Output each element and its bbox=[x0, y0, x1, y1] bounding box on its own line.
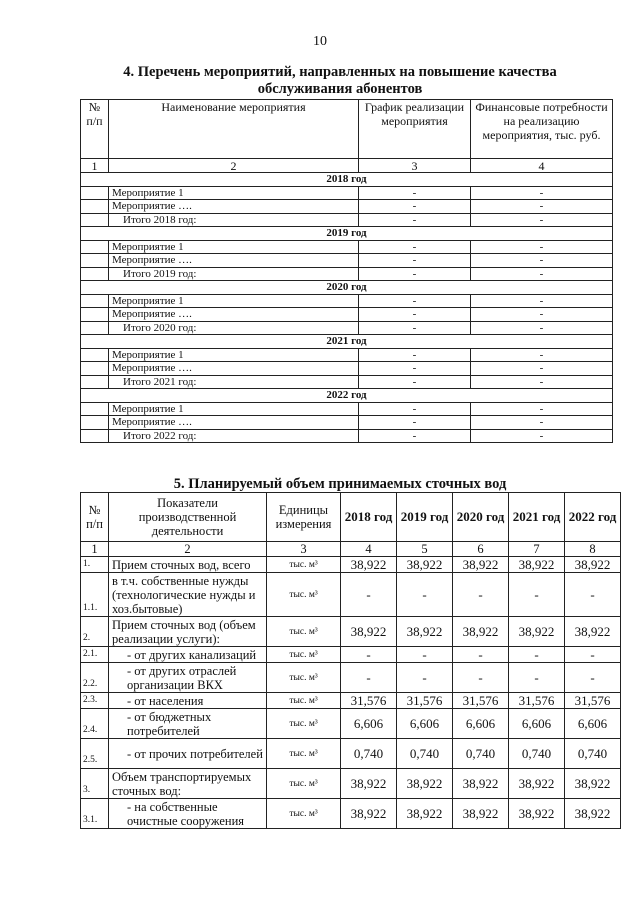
empty-cell bbox=[81, 308, 109, 322]
finance-value: - bbox=[471, 186, 613, 200]
year-value: 38,922 bbox=[565, 799, 621, 829]
column-number: 7 bbox=[509, 542, 565, 557]
row-number: 1.1. bbox=[81, 573, 109, 617]
year-value: 38,922 bbox=[397, 617, 453, 647]
year-value: - bbox=[453, 663, 509, 693]
finance-value: - bbox=[471, 254, 613, 268]
schedule-value: - bbox=[359, 240, 471, 254]
finance-value: - bbox=[471, 240, 613, 254]
year-value: 6,606 bbox=[397, 709, 453, 739]
section-4-title: 4. Перечень мероприятий, направленных на повышение качества обслуживания абонентов bbox=[123, 64, 557, 97]
finance-value: - bbox=[471, 321, 613, 335]
unit: тыс. м³ bbox=[267, 663, 341, 693]
table-row bbox=[81, 663, 621, 693]
column-number-row bbox=[81, 542, 621, 557]
unit: тыс. м³ bbox=[267, 617, 341, 647]
table-row bbox=[81, 321, 613, 335]
year-value: 31,576 bbox=[397, 693, 453, 709]
year-value: - bbox=[509, 647, 565, 663]
table-row bbox=[81, 617, 621, 647]
year-value: 31,576 bbox=[509, 693, 565, 709]
year-value: - bbox=[453, 647, 509, 663]
empty-cell bbox=[81, 267, 109, 281]
year-value: 38,922 bbox=[397, 799, 453, 829]
wastewater-volume-table bbox=[80, 492, 621, 829]
year-value: 38,922 bbox=[341, 769, 397, 799]
year-value: 38,922 bbox=[453, 799, 509, 829]
empty-cell bbox=[81, 294, 109, 308]
header-cell: Единицы измерения bbox=[267, 493, 341, 542]
empty-cell bbox=[81, 240, 109, 254]
table-row bbox=[81, 573, 621, 617]
column-number: 1 bbox=[81, 159, 109, 173]
empty-cell bbox=[81, 402, 109, 416]
year-value: 6,606 bbox=[565, 709, 621, 739]
year-value: 31,576 bbox=[565, 693, 621, 709]
header-cell: 2021 год bbox=[509, 493, 565, 542]
schedule-value: - bbox=[359, 294, 471, 308]
indicator-name: Прием сточных вод, всего bbox=[109, 557, 267, 573]
year-value: - bbox=[397, 663, 453, 693]
header-cell: График реализации мероприятия bbox=[359, 100, 471, 159]
table-row bbox=[81, 362, 613, 376]
measure-name: Итого 2019 год: bbox=[109, 267, 359, 281]
table-row bbox=[81, 416, 613, 430]
year-value: 38,922 bbox=[509, 557, 565, 573]
table-row bbox=[81, 402, 613, 416]
column-number: 8 bbox=[565, 542, 621, 557]
measure-name: Итого 2022 год: bbox=[109, 429, 359, 443]
year-row bbox=[81, 281, 613, 295]
schedule-value: - bbox=[359, 213, 471, 227]
year-label: 2021 год bbox=[81, 335, 613, 349]
page-number: 10 bbox=[313, 34, 327, 49]
row-number: 2.3. bbox=[81, 693, 109, 709]
year-value: 0,740 bbox=[397, 739, 453, 769]
schedule-value: - bbox=[359, 321, 471, 335]
measure-name: Мероприятие …. bbox=[109, 254, 359, 268]
year-label: 2018 год bbox=[81, 173, 613, 187]
header-cell: 2020 год bbox=[453, 493, 509, 542]
row-number: 2. bbox=[81, 617, 109, 647]
year-value: 38,922 bbox=[397, 769, 453, 799]
year-value: 38,922 bbox=[341, 617, 397, 647]
indicator-name: в т.ч. собственные нужды (технологические нужды и хоз.бытовые) bbox=[109, 573, 267, 617]
year-value: - bbox=[565, 573, 621, 617]
table-row bbox=[81, 294, 613, 308]
header-cell: 2019 год bbox=[397, 493, 453, 542]
year-value: - bbox=[453, 573, 509, 617]
header-cell: 2018 год bbox=[341, 493, 397, 542]
year-row bbox=[81, 335, 613, 349]
table-row bbox=[81, 267, 613, 281]
empty-cell bbox=[81, 416, 109, 430]
row-number: 2.1. bbox=[81, 647, 109, 663]
measure-name: Итого 2020 год: bbox=[109, 321, 359, 335]
finance-value: - bbox=[471, 308, 613, 322]
finance-value: - bbox=[471, 429, 613, 443]
column-number: 4 bbox=[471, 159, 613, 173]
row-number: 1. bbox=[81, 557, 109, 573]
header-cell: № п/п bbox=[81, 100, 109, 159]
year-value: 38,922 bbox=[453, 557, 509, 573]
unit: тыс. м³ bbox=[267, 769, 341, 799]
year-value: 6,606 bbox=[453, 709, 509, 739]
year-value: - bbox=[341, 573, 397, 617]
table-row bbox=[81, 213, 613, 227]
column-number: 3 bbox=[359, 159, 471, 173]
table-header-row bbox=[81, 100, 613, 159]
year-value: 6,606 bbox=[509, 709, 565, 739]
year-value: - bbox=[397, 573, 453, 617]
table-row bbox=[81, 693, 621, 709]
year-value: 0,740 bbox=[509, 739, 565, 769]
empty-cell bbox=[81, 375, 109, 389]
header-cell: № п/п bbox=[81, 493, 109, 542]
table-row bbox=[81, 308, 613, 322]
year-value: 38,922 bbox=[565, 769, 621, 799]
header-cell: Наименование мероприятия bbox=[109, 100, 359, 159]
schedule-value: - bbox=[359, 416, 471, 430]
table-row bbox=[81, 769, 621, 799]
indicator-name: - от других канализаций bbox=[109, 647, 267, 663]
table-row bbox=[81, 348, 613, 362]
year-value: - bbox=[509, 573, 565, 617]
indicator-name: Прием сточных вод (объем реализации услуги): bbox=[109, 617, 267, 647]
table-row bbox=[81, 240, 613, 254]
header-cell: Показатели производственной деятельности bbox=[109, 493, 267, 542]
year-row bbox=[81, 173, 613, 187]
schedule-value: - bbox=[359, 348, 471, 362]
year-label: 2020 год bbox=[81, 281, 613, 295]
year-value: 38,922 bbox=[509, 769, 565, 799]
indicator-name: - от прочих потребителей bbox=[109, 739, 267, 769]
schedule-value: - bbox=[359, 362, 471, 376]
schedule-value: - bbox=[359, 375, 471, 389]
header-cell: Финансовые потребности на реализацию мероприятия, тыс. руб. bbox=[471, 100, 613, 159]
unit: тыс. м³ bbox=[267, 647, 341, 663]
table-row bbox=[81, 739, 621, 769]
year-value: 31,576 bbox=[453, 693, 509, 709]
measure-name: Мероприятие …. bbox=[109, 362, 359, 376]
empty-cell bbox=[81, 321, 109, 335]
table-row bbox=[81, 200, 613, 214]
row-number: 2.5. bbox=[81, 739, 109, 769]
column-number: 6 bbox=[453, 542, 509, 557]
measure-name: Мероприятие 1 bbox=[109, 348, 359, 362]
unit: тыс. м³ bbox=[267, 799, 341, 829]
column-number: 2 bbox=[109, 542, 267, 557]
year-value: - bbox=[565, 647, 621, 663]
year-value: - bbox=[397, 647, 453, 663]
empty-cell bbox=[81, 186, 109, 200]
schedule-value: - bbox=[359, 254, 471, 268]
finance-value: - bbox=[471, 267, 613, 281]
table-row bbox=[81, 254, 613, 268]
year-value: 6,606 bbox=[341, 709, 397, 739]
measure-name: Мероприятие …. bbox=[109, 200, 359, 214]
schedule-value: - bbox=[359, 200, 471, 214]
column-number: 1 bbox=[81, 542, 109, 557]
schedule-value: - bbox=[359, 429, 471, 443]
year-value: 38,922 bbox=[341, 799, 397, 829]
year-value: - bbox=[341, 663, 397, 693]
column-number: 4 bbox=[341, 542, 397, 557]
indicator-name: - от других отраслей организации ВКХ bbox=[109, 663, 267, 693]
empty-cell bbox=[81, 254, 109, 268]
unit: тыс. м³ bbox=[267, 557, 341, 573]
table-row bbox=[81, 647, 621, 663]
empty-cell bbox=[81, 213, 109, 227]
year-row bbox=[81, 389, 613, 403]
empty-cell bbox=[81, 348, 109, 362]
section-5-title: 5. Планируемый объем принимаемых сточных вод bbox=[173, 476, 507, 492]
year-value: 31,576 bbox=[341, 693, 397, 709]
table-row bbox=[81, 799, 621, 829]
column-number: 2 bbox=[109, 159, 359, 173]
column-number-row bbox=[81, 159, 613, 173]
measure-name: Итого 2021 год: bbox=[109, 375, 359, 389]
indicator-name: - от бюджетных потребителей bbox=[109, 709, 267, 739]
header-cell: 2022 год bbox=[565, 493, 621, 542]
empty-cell bbox=[81, 200, 109, 214]
measure-name: Мероприятие 1 bbox=[109, 402, 359, 416]
year-label: 2019 год bbox=[81, 227, 613, 241]
table-row bbox=[81, 557, 621, 573]
unit: тыс. м³ bbox=[267, 739, 341, 769]
year-value: 38,922 bbox=[397, 557, 453, 573]
measure-name: Мероприятие 1 bbox=[109, 186, 359, 200]
year-value: 38,922 bbox=[509, 799, 565, 829]
schedule-value: - bbox=[359, 186, 471, 200]
row-number: 3. bbox=[81, 769, 109, 799]
row-number: 2.4. bbox=[81, 709, 109, 739]
measure-name: Мероприятие …. bbox=[109, 308, 359, 322]
year-value: 38,922 bbox=[453, 617, 509, 647]
finance-value: - bbox=[471, 348, 613, 362]
unit: тыс. м³ bbox=[267, 573, 341, 617]
finance-value: - bbox=[471, 402, 613, 416]
unit: тыс. м³ bbox=[267, 693, 341, 709]
indicator-name: Объем транспортируемых сточных вод: bbox=[109, 769, 267, 799]
table-row bbox=[81, 375, 613, 389]
indicator-name: - от населения bbox=[109, 693, 267, 709]
year-value: 0,740 bbox=[341, 739, 397, 769]
finance-value: - bbox=[471, 375, 613, 389]
year-value: 0,740 bbox=[565, 739, 621, 769]
measure-name: Мероприятие 1 bbox=[109, 240, 359, 254]
finance-value: - bbox=[471, 200, 613, 214]
year-label: 2022 год bbox=[81, 389, 613, 403]
finance-value: - bbox=[471, 416, 613, 430]
table-row bbox=[81, 429, 613, 443]
empty-cell bbox=[81, 362, 109, 376]
measure-name: Мероприятие …. bbox=[109, 416, 359, 430]
empty-cell bbox=[81, 429, 109, 443]
unit: тыс. м³ bbox=[267, 709, 341, 739]
year-value: - bbox=[509, 663, 565, 693]
year-value: - bbox=[341, 647, 397, 663]
column-number: 5 bbox=[397, 542, 453, 557]
year-value: 38,922 bbox=[565, 617, 621, 647]
schedule-value: - bbox=[359, 402, 471, 416]
year-value: 38,922 bbox=[453, 769, 509, 799]
indicator-name: - на собственные очистные сооружения bbox=[109, 799, 267, 829]
table-row bbox=[81, 186, 613, 200]
row-number: 3.1. bbox=[81, 799, 109, 829]
row-number: 2.2. bbox=[81, 663, 109, 693]
table-header-row bbox=[81, 493, 621, 542]
finance-value: - bbox=[471, 294, 613, 308]
table-row bbox=[81, 709, 621, 739]
column-number: 3 bbox=[267, 542, 341, 557]
schedule-value: - bbox=[359, 267, 471, 281]
measure-name: Мероприятие 1 bbox=[109, 294, 359, 308]
finance-value: - bbox=[471, 213, 613, 227]
finance-value: - bbox=[471, 362, 613, 376]
year-row bbox=[81, 227, 613, 241]
year-value: 38,922 bbox=[509, 617, 565, 647]
measures-table bbox=[80, 99, 613, 443]
schedule-value: - bbox=[359, 308, 471, 322]
measure-name: Итого 2018 год: bbox=[109, 213, 359, 227]
year-value: 38,922 bbox=[565, 557, 621, 573]
year-value: 0,740 bbox=[453, 739, 509, 769]
year-value: 38,922 bbox=[341, 557, 397, 573]
year-value: - bbox=[565, 663, 621, 693]
